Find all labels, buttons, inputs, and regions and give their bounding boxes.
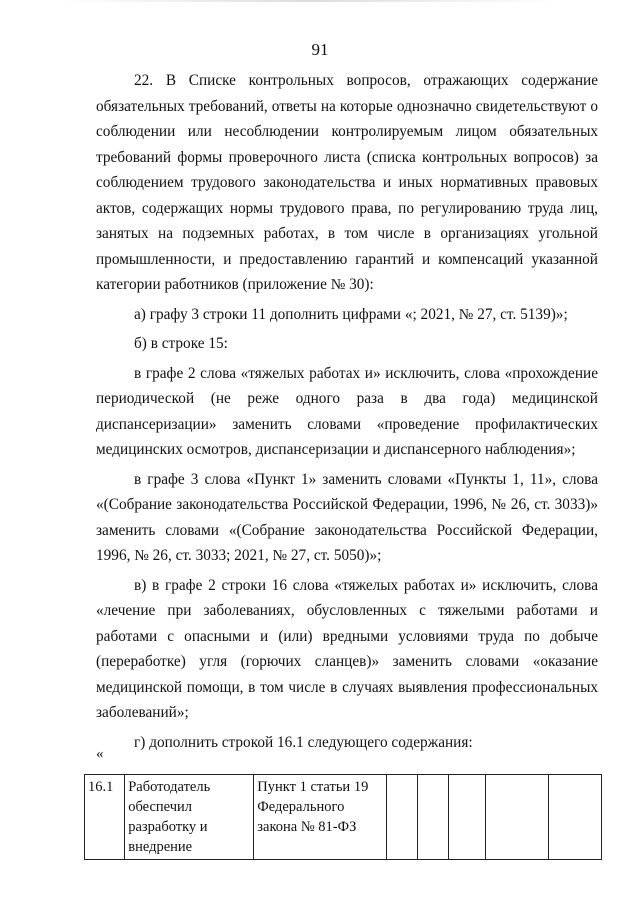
opening-quote: « xyxy=(96,746,104,762)
item-v: в) в графе 2 строки 16 слова «тяжелых работах и» исключить, слова «лечение при заболеваниях, обусловленных с тяжелыми работами и работами с опасными и (или) вредными условиями труда по добыче (переработке) угля (горючих сланцев)» заменить словами «оказание медицинской помощи, в том числе в случаях выявления профессиональных заболеваний»; xyxy=(96,576,598,721)
reference-cell: Пункт 1 статьи 19 Федерального закона № 81-ФЗ xyxy=(254,775,387,860)
item-a: а) графу 3 строки 11 дополнить цифрами «; 2021, № 27, ст. 5139)»; xyxy=(134,305,568,323)
question-cell: Работодатель обеспечил разработку и внедрение xyxy=(125,775,254,860)
extra-cell xyxy=(549,775,602,860)
scan-edge xyxy=(60,0,560,2)
note-cell xyxy=(485,775,548,860)
row-number-cell: 16.1 xyxy=(85,775,125,860)
item-b: б) в строке 15: xyxy=(134,335,228,352)
item-b-column2: в графе 2 слова «тяжелых работах и» исключить, слова «прохождение периодической (не реже одного раза в два года) медицинской диспансеризации» заменить словами «проведение профилактических медицинских осмотров, диспансеризации и диспансерного наблюдения»; xyxy=(96,364,598,458)
document-body xyxy=(96,68,598,755)
item-b-column3: в графе 3 слова «Пункт 1» заменить словами «Пункты 1, 11», слова «(Собрание законодательства Российской Федерации, 1996, № 26, ст. 3033)» заменить словами «(Собрание законодательства Российской Федерации, 1996, № 26, ст. 3033; 2021, № 27, ст. 5050)»; xyxy=(96,470,598,564)
table-row xyxy=(85,775,602,860)
answer-no-cell xyxy=(418,775,449,860)
paragraph-22: 22. В Списке контрольных вопросов, отражающих содержание обязательных требований, ответы на которые однозначно свидетельствуют о соблюдении или несоблюдении контролируемым лицом обязательных требований формы проверочного листа (списка контрольных вопросов) за соблюдением трудового законодательства и иных нормативных правовых актов, содержащих нормы трудового права, по регулированию труда лиц, занятых на подземных работах, в том числе в организациях угольной промышленности, и предоставлению гарантий и компенсаций указанной категории работников (приложение № 30): xyxy=(96,72,598,293)
inserted-row-table xyxy=(84,774,602,860)
item-g: г) дополнить строкой 16.1 следующего содержания: xyxy=(134,733,473,751)
answer-yes-cell xyxy=(387,775,418,860)
page-number: 91 xyxy=(311,40,329,59)
answer-na-cell xyxy=(448,775,485,860)
